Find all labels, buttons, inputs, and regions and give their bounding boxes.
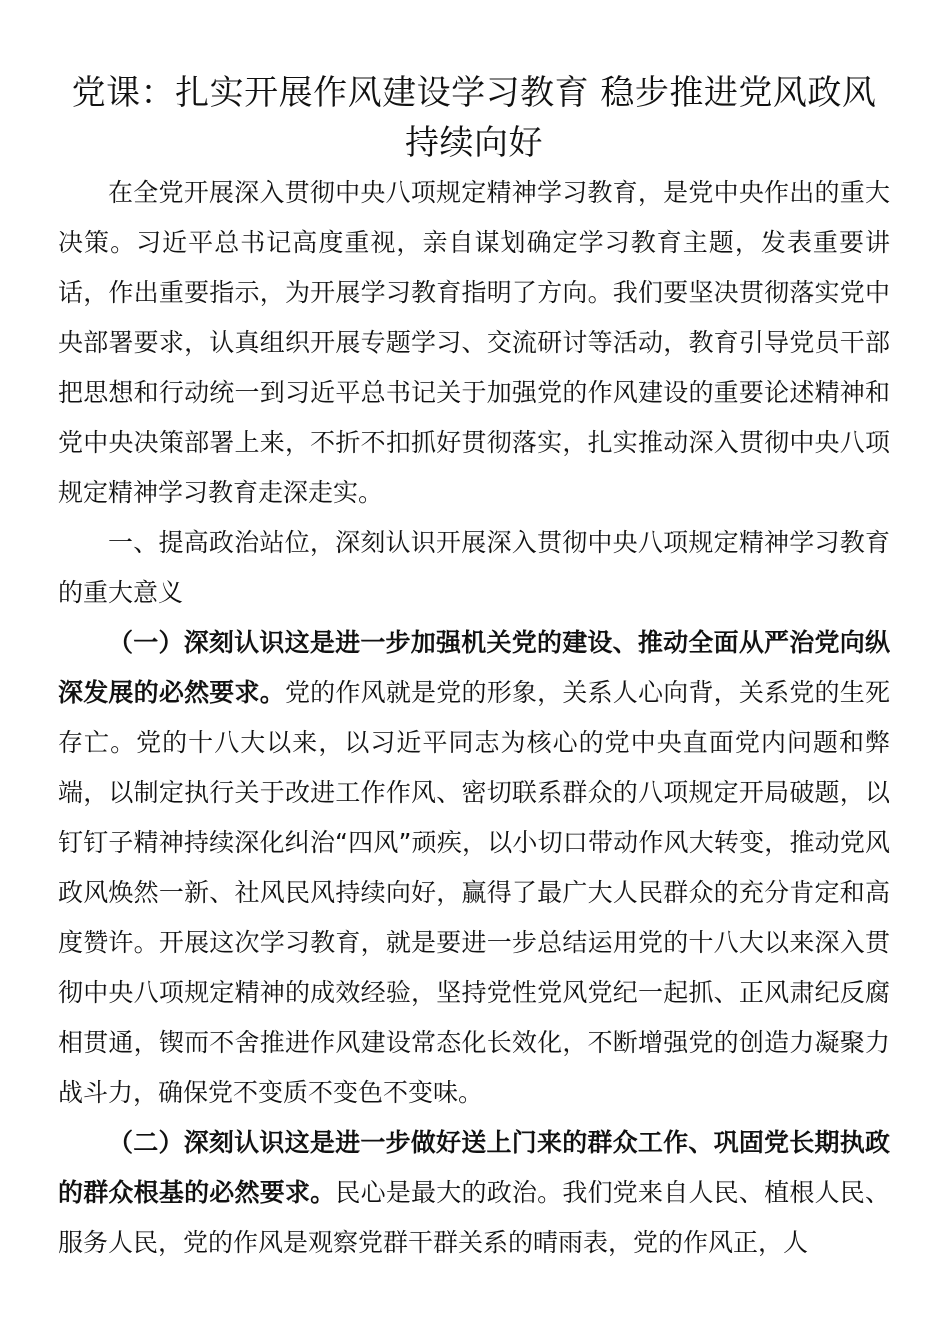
point-1-body: 党的作风就是党的形象，关系人心向背，关系党的生死存亡。党的十八大以来，以习近平同志为核心的党中央直面党内问题和弊端，以制定执行关于改进工作作风、密切联系群众的八项规定开局破题，以钉钉子精神持续深化纠治“四风”顽疾，以小切口带动作风大转变，推动党风政风焕然一新、社风民风持续向好，赢得了最广大人民群众的充分肯定和高度赞许。开展这次学习教育，就是要进一步总结运用党的十八大以来深入贯彻中央八项规定精神的成效经验，坚持党性党风党纪一起抓、正风肃纪反腐相贯通，锲而不舍推进作风建设常态化长效化，不断增强党的创造力凝聚力战斗力，确保党不变质不变色不变味。 <box>58 678 890 1107</box>
point-2-paragraph <box>58 1118 890 1268</box>
point-2-body: 民心是最大的政治。我们党来自人民、植根人民、服务人民，党的作风是观察党群干群关系的晴雨表，党的作风正，人 <box>58 1178 890 1257</box>
point-1-paragraph <box>58 618 890 1118</box>
document-title: 党课：扎实开展作风建设学习教育 稳步推进党风政风持续向好 <box>71 73 877 163</box>
section-heading-1: 一、提高政治站位，深刻认识开展深入贯彻中央八项规定精神学习教育的重大意义 <box>58 528 890 607</box>
document-page <box>58 68 890 1268</box>
point-2-lead: （二）深刻认识这是进一步做好送上门来的群众工作、巩固党长期执政的群众根基的必然要求。 <box>58 1128 890 1207</box>
point-1-lead: （一）深刻认识这是进一步加强机关党的建设、推动全面从严治党向纵深发展的必然要求。 <box>58 628 890 707</box>
intro-paragraph: 在全党开展深入贯彻中央八项规定精神学习教育，是党中央作出的重大决策。习近平总书记高度重视，亲自谋划确定学习教育主题，发表重要讲话，作出重要指示，为开展学习教育指明了方向。我们要坚决贯彻落实党中央部署要求，认真组织开展专题学习、交流研讨等活动，教育引导党员干部把思想和行动统一到习近平总书记关于加强党的作风建设的重要论述精神和党中央决策部署上来，不折不扣抓好贯彻落实，扎实推动深入贯彻中央八项规定精神学习教育走深走实。 <box>58 178 890 507</box>
